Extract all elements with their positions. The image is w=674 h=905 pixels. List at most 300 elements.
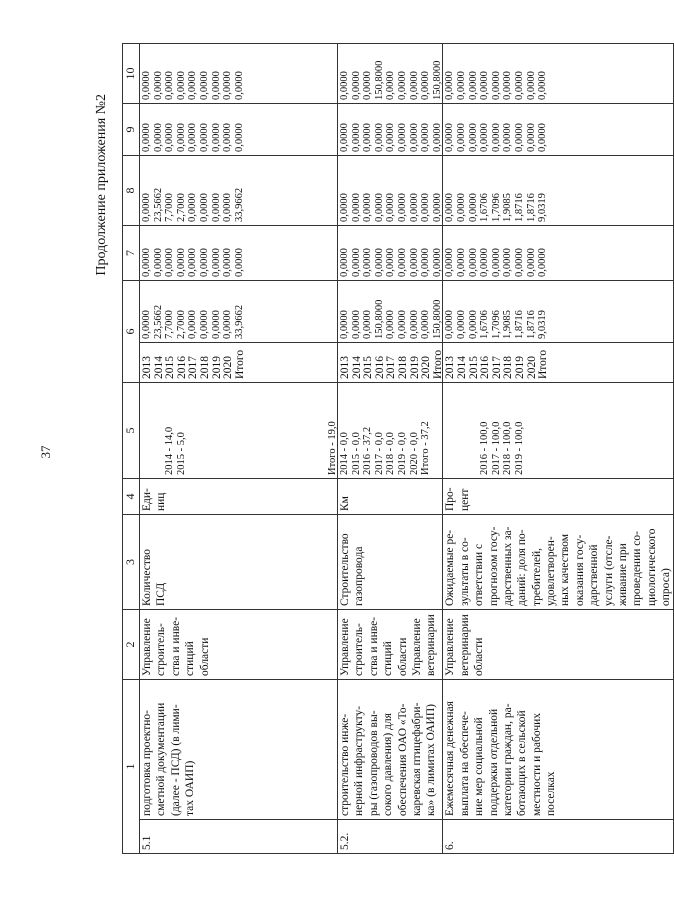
c7-line: 0,0000 — [525, 248, 537, 277]
c9-line: 0,0000 — [164, 123, 176, 152]
c7-line: 0,0000 — [350, 248, 362, 277]
name-line: сокого давления) для — [382, 713, 395, 816]
c8-line: 0,0000 — [456, 193, 468, 222]
c9-line: 0,0000 — [373, 123, 385, 152]
c7-line: 0,0000 — [385, 248, 397, 277]
resp-line: Управление — [141, 618, 153, 676]
plan-line — [152, 386, 164, 475]
c10-line: 150,8000 — [431, 60, 443, 100]
years-line: 2020 — [222, 356, 235, 379]
c8-line: 23,5662 — [152, 187, 164, 222]
plan-line — [314, 386, 326, 475]
c10-line: 150,8000 — [373, 60, 385, 100]
c8-line: 0,0000 — [187, 193, 199, 222]
c10-line: 0,0000 — [444, 71, 456, 100]
c6-line: 0,0000 — [385, 310, 397, 339]
unit-line: ниц — [155, 492, 168, 511]
plan-line: 2015 - 5,0 — [175, 432, 187, 475]
c6-line: 0,0000 — [420, 310, 432, 339]
c7-line: 0,0000 — [141, 248, 152, 277]
c6-line: 150,8000 — [373, 299, 385, 339]
resp-line: строитель- — [155, 623, 168, 676]
c8-line: 0,0000 — [339, 193, 351, 222]
c8-line: 9,0319 — [537, 193, 549, 222]
c8-line: 0,0000 — [431, 193, 443, 222]
c10-line: 0,0000 — [525, 71, 537, 100]
name-line: поддержки отдельной — [487, 708, 500, 816]
c6-line: 0,0000 — [467, 310, 479, 339]
years-line: 2016 — [479, 356, 492, 379]
header-cell: 2 — [123, 610, 140, 680]
resp-line: ства и инве- — [169, 616, 182, 676]
name-line: нерной инфраструкту- — [353, 705, 366, 816]
c7-line: 0,0000 — [164, 248, 176, 277]
resp-line: Управление — [444, 618, 457, 676]
indicator-line: живание при — [616, 543, 629, 606]
c10-line: 0,0000 — [502, 71, 514, 100]
c9-line: 0,0000 — [502, 123, 514, 152]
plan-line: 2016 - 100,0 — [479, 421, 491, 475]
c6-line: 0,0000 — [210, 310, 222, 339]
c10-cell — [443, 44, 674, 104]
c7-line: 0,0000 — [514, 248, 525, 277]
name-line: ка» (в лимитах ОАИП) — [425, 704, 438, 816]
indicator-line: дарственной — [588, 544, 601, 606]
name-line: подготовка проектно- — [141, 710, 153, 816]
c9-line: 0,0000 — [222, 123, 234, 152]
years-line: 2017 — [187, 356, 200, 379]
name-line: поселках — [545, 771, 558, 816]
c8-line: 0,0000 — [408, 193, 420, 222]
years-line: 2020 — [525, 356, 538, 379]
indicator-line: даний: доля по- — [516, 529, 529, 606]
c6-line: 0,0000 — [397, 310, 409, 339]
c9-cell — [338, 104, 443, 156]
c10-line: 0,0000 — [514, 71, 525, 100]
indicator-line: оказания госу- — [573, 534, 586, 606]
c7-line: 0,0000 — [490, 248, 502, 277]
c9-line: 0,0000 — [187, 123, 199, 152]
c8-line: 2,7000 — [175, 193, 187, 222]
years-line: 2019 — [210, 356, 223, 379]
years-cell — [338, 343, 443, 383]
c7-cell — [338, 226, 443, 281]
header-cell: 6 — [123, 281, 140, 383]
c10-line: 0,0000 — [537, 71, 549, 100]
c6-line: 33,9662 — [233, 304, 245, 339]
c9-line: 0,0000 — [444, 123, 456, 152]
name-line: ние мер социальной — [473, 717, 486, 816]
years-line: 2018 — [502, 356, 515, 379]
plan-line — [443, 386, 455, 475]
c9-line: 0,0000 — [350, 123, 362, 152]
c6-line: 0,0000 — [187, 310, 199, 339]
c7-line: 0,0000 — [339, 248, 351, 277]
plan-line: 2019 - 0,0 — [397, 432, 409, 475]
c10-line: 0,0000 — [210, 71, 222, 100]
c10-line: 0,0000 — [362, 71, 374, 100]
unit-line: Еди- — [141, 488, 153, 511]
c10-cell — [338, 44, 443, 104]
resp-line: Управление — [410, 618, 423, 676]
indicator-line: ПСД — [155, 582, 168, 606]
c9-line: 0,0000 — [339, 123, 351, 152]
c7-line: 0,0000 — [152, 248, 164, 277]
plan-cell — [443, 383, 674, 479]
years-line: 2020 — [420, 356, 433, 379]
c6-line: 7,7000 — [164, 310, 176, 339]
c7-line: 0,0000 — [397, 248, 409, 277]
plan-line: 2014 - 0,0 — [339, 432, 351, 475]
c10-line: 0,0000 — [490, 71, 502, 100]
indicator-line: Ожидаемые ре- — [444, 529, 457, 606]
years-line: 2013 — [141, 356, 153, 379]
c6-line: 0,0000 — [408, 310, 420, 339]
indicator-line: зультаты в со- — [458, 537, 471, 606]
unit-line: Про- — [444, 487, 457, 511]
page-number: 37 — [38, 445, 53, 459]
c9-line: 0,0000 — [397, 123, 409, 152]
c8-line: 0,0000 — [385, 193, 397, 222]
c6-line: 0,0000 — [456, 310, 468, 339]
name-line: сметной документации — [155, 702, 168, 816]
years-line: 2017 — [490, 356, 503, 379]
name-cell — [443, 680, 674, 820]
c10-line: 0,0000 — [397, 71, 409, 100]
c7-line: 0,0000 — [362, 248, 374, 277]
plan-line — [291, 386, 303, 475]
resp-line: ветеринарии — [458, 614, 471, 676]
c9-line: 0,0000 — [431, 123, 443, 152]
unit-line: цент — [458, 488, 471, 511]
c9-line: 0,0000 — [420, 123, 432, 152]
c9-line: 0,0000 — [525, 123, 537, 152]
plan-line: 2016 - 37,2 — [362, 426, 374, 475]
c10-line: 0,0000 — [175, 71, 187, 100]
years-line: 2019 — [408, 356, 421, 379]
name-line: выплата на обеспече- — [458, 711, 471, 816]
c9-line: 0,0000 — [233, 123, 245, 152]
c6-line: 0,0000 — [362, 310, 374, 339]
plan-line — [210, 386, 222, 475]
indicator-line: требителей, — [530, 547, 543, 606]
indicator-line: прогнозом госу- — [487, 526, 500, 606]
years-line: Итого — [233, 349, 246, 379]
name-line: тах ОАИП) — [184, 760, 197, 816]
resp-line: ветеринарии — [425, 614, 438, 676]
c7-line: 0,0000 — [233, 248, 245, 277]
c7-line: 0,0000 — [467, 248, 479, 277]
years-line: 2014 — [152, 356, 165, 379]
c9-line: 0,0000 — [467, 123, 479, 152]
header-cell: 7 — [123, 226, 140, 281]
resp-cell — [338, 610, 443, 680]
plan-line — [233, 386, 245, 475]
c9-line: 0,0000 — [385, 123, 397, 152]
c6-line: 2,7000 — [175, 310, 187, 339]
document-page — [30, 34, 673, 870]
unit-line: Км — [339, 496, 352, 511]
c10-line: 0,0000 — [164, 71, 176, 100]
c10-line: 0,0000 — [233, 71, 245, 100]
c10-cell — [140, 44, 338, 104]
c7-line: 0,0000 — [537, 248, 549, 277]
years-cell — [443, 343, 674, 383]
program-table — [122, 43, 674, 854]
indicator-line: ответствии с — [473, 543, 486, 606]
plan-line — [186, 386, 198, 475]
c6-line: 23,5662 — [152, 304, 164, 339]
header-row — [123, 44, 140, 854]
table-row — [140, 44, 338, 854]
plan-line: 2017 - 0,0 — [373, 432, 385, 475]
c8-cell — [443, 156, 674, 226]
plan-cell — [338, 383, 443, 479]
c6-line: 1,7096 — [490, 310, 502, 339]
c8-cell — [338, 156, 443, 226]
c8-line: 0,0000 — [350, 193, 362, 222]
c9-line: 0,0000 — [514, 123, 525, 152]
c10-line: 0,0000 — [467, 71, 479, 100]
years-line: Итого — [537, 349, 550, 379]
indicator-cell — [443, 515, 674, 610]
c8-line: 0,0000 — [373, 193, 385, 222]
indicator-line: циологического — [645, 528, 658, 606]
c10-line: 0,0000 — [350, 71, 362, 100]
c9-line: 0,0000 — [537, 123, 549, 152]
c9-line: 0,0000 — [152, 123, 164, 152]
c6-line: 0,0000 — [339, 310, 351, 339]
c8-line: 0,0000 — [198, 193, 210, 222]
c9-line: 0,0000 — [408, 123, 420, 152]
plan-line: 2015 - 0,0 — [350, 432, 362, 475]
plan-line: 2014 - 14,0 — [164, 426, 176, 475]
c7-line: 0,0000 — [187, 248, 199, 277]
c8-line: 1,6706 — [479, 193, 491, 222]
name-cell — [140, 680, 338, 820]
header-cell: 1 — [123, 680, 140, 854]
c10-line: 0,0000 — [408, 71, 420, 100]
indicator-line: удовлетворен- — [545, 536, 558, 606]
c8-line: 7,7000 — [164, 193, 176, 222]
plan-line: 2018 - 0,0 — [385, 432, 397, 475]
plan-line: Итого - 37,2 — [420, 421, 432, 475]
header-cell: 4 — [123, 479, 140, 515]
c8-line: 0,0000 — [467, 193, 479, 222]
unit-cell — [338, 479, 443, 515]
resp-cell — [443, 610, 674, 680]
plan-line: 2019 - 100,0 — [514, 421, 525, 475]
c7-line: 0,0000 — [456, 248, 468, 277]
years-line: 2017 — [385, 356, 398, 379]
plan-line — [221, 386, 233, 475]
c7-line: 0,0000 — [479, 248, 491, 277]
c6-cell — [443, 281, 674, 343]
c7-line: 0,0000 — [373, 248, 385, 277]
header-cell: 8 — [123, 156, 140, 226]
table-row — [338, 44, 443, 854]
c10-line: 0,0000 — [385, 71, 397, 100]
c6-line: 0,0000 — [198, 310, 210, 339]
resp-line: ства и инве- — [367, 616, 380, 676]
name-line: категории граждан, ра- — [501, 703, 514, 816]
name-cell — [338, 680, 443, 820]
c9-line: 0,0000 — [479, 123, 491, 152]
indicator-line: газопровода — [353, 546, 366, 606]
c6-line: 0,0000 — [444, 310, 456, 339]
resp-line: стиций — [184, 641, 197, 676]
c9-line: 0,0000 — [456, 123, 468, 152]
row-number: 5.2. — [338, 820, 443, 854]
years-line: Итого — [431, 349, 444, 379]
indicator-line: ных качеством — [559, 533, 572, 606]
header-cell: 9 — [123, 104, 140, 156]
c9-cell — [443, 104, 674, 156]
c7-line: 0,0000 — [198, 248, 210, 277]
plan-line — [302, 386, 314, 475]
years-line: 2015 — [164, 356, 177, 379]
c7-line: 0,0000 — [431, 248, 443, 277]
c10-line: 0,0000 — [479, 71, 491, 100]
header-cell: 3 — [123, 515, 140, 610]
c6-line: 1,6706 — [479, 310, 491, 339]
plan-line — [279, 386, 291, 475]
c7-line: 0,0000 — [210, 248, 222, 277]
years-line: 2014 — [350, 356, 363, 379]
years-line: 2015 — [467, 356, 480, 379]
c9-line: 0,0000 — [175, 123, 187, 152]
header-cell: 10 — [123, 44, 140, 104]
name-line: обеспечения ОАО «То- — [396, 703, 409, 816]
c8-line: 1,8716 — [514, 193, 525, 222]
c9-line: 0,0000 — [198, 123, 210, 152]
c6-line: 1,9085 — [502, 310, 514, 339]
name-line: ботающих в сельской — [516, 710, 529, 816]
c7-cell — [443, 226, 674, 281]
c7-line: 0,0000 — [502, 248, 514, 277]
c6-cell — [338, 281, 443, 343]
years-line: 2015 — [362, 356, 375, 379]
plan-line — [198, 386, 210, 475]
c6-line: 150,8000 — [431, 299, 443, 339]
plan-line — [467, 386, 479, 475]
c7-line: 0,0000 — [444, 248, 456, 277]
years-cell — [140, 343, 338, 383]
c10-line: 0,0000 — [141, 71, 152, 100]
unit-cell — [443, 479, 674, 515]
c8-line: 1,8716 — [525, 193, 537, 222]
c6-line: 0,0000 — [141, 310, 152, 339]
plan-line — [268, 386, 280, 475]
c8-line: 0,0000 — [397, 193, 409, 222]
years-line: 2016 — [373, 356, 386, 379]
plan-cell — [140, 383, 338, 479]
c10-line: 0,0000 — [152, 71, 164, 100]
row-number: 6. — [443, 820, 674, 854]
plan-line — [256, 386, 268, 475]
years-line: 2013 — [339, 356, 352, 379]
c9-line: 0,0000 — [490, 123, 502, 152]
resp-line: Управление — [339, 618, 352, 676]
c6-line: 9,0319 — [537, 310, 549, 339]
indicator-line: Количество — [141, 549, 153, 606]
resp-line: области — [198, 637, 211, 676]
resp-line: строитель- — [353, 623, 366, 676]
plan-line — [140, 386, 152, 475]
c8-line: 1,7096 — [490, 193, 502, 222]
resp-line: области — [473, 637, 486, 676]
years-line: 2018 — [397, 356, 410, 379]
c10-line: 0,0000 — [198, 71, 210, 100]
c8-line: 0,0000 — [222, 193, 234, 222]
header-cell: 5 — [123, 383, 140, 479]
c6-line: 0,0000 — [350, 310, 362, 339]
row-number: 5.1 — [140, 820, 338, 854]
resp-line: стиций — [382, 641, 395, 676]
indicator-line: дарственных за- — [501, 526, 514, 606]
indicator-cell — [140, 515, 338, 610]
c6-line: 0,0000 — [222, 310, 234, 339]
c8-cell — [140, 156, 338, 226]
resp-line: области — [396, 637, 409, 676]
plan-line: 2020 - 0,0 — [408, 432, 420, 475]
unit-cell — [140, 479, 338, 515]
name-line: ры (газопроводов вы- — [367, 710, 380, 816]
years-line: 2016 — [175, 356, 188, 379]
name-line: Ежемесячная денежная — [444, 701, 457, 816]
c6-line: 1,8716 — [514, 310, 525, 339]
resp-cell — [140, 610, 338, 680]
name-line: строительство инже- — [339, 713, 352, 816]
c10-line: 0,0000 — [187, 71, 199, 100]
c6-cell — [140, 281, 338, 343]
c10-line: 0,0000 — [339, 71, 351, 100]
plan-line: 2017 - 100,0 — [490, 421, 502, 475]
c10-line: 0,0000 — [456, 71, 468, 100]
c7-line: 0,0000 — [222, 248, 234, 277]
name-line: каревская птицефабри- — [410, 702, 423, 816]
name-line: (далее - ПСД) (в лими- — [169, 704, 182, 816]
c6-line: 1,8716 — [525, 310, 537, 339]
table-row — [443, 44, 674, 854]
appendix-label: Продолжение приложения №2 — [94, 94, 109, 276]
c8-line: 33,9662 — [233, 187, 245, 222]
c8-line: 0,0000 — [210, 193, 222, 222]
years-line: 2014 — [456, 356, 469, 379]
plan-line: Итого - 19,0 — [326, 421, 338, 475]
plan-line: 2018 - 100,0 — [502, 421, 514, 475]
c9-line: 0,0000 — [210, 123, 222, 152]
c9-line: 0,0000 — [141, 123, 152, 152]
plan-line — [455, 386, 467, 475]
years-line: 2018 — [198, 356, 211, 379]
c8-line: 0,0000 — [420, 193, 432, 222]
indicator-line: Строительство — [339, 533, 352, 606]
c7-line: 0,0000 — [175, 248, 187, 277]
c10-line: 0,0000 — [222, 71, 234, 100]
c8-line: 0,0000 — [141, 193, 152, 222]
name-line: местности и рабочих — [530, 712, 543, 816]
c7-line: 0,0000 — [408, 248, 420, 277]
c7-line: 0,0000 — [420, 248, 432, 277]
years-line: 2013 — [444, 356, 457, 379]
c8-line: 0,0000 — [362, 193, 374, 222]
c10-line: 0,0000 — [420, 71, 432, 100]
indicator-line: проведении со- — [631, 531, 644, 606]
indicator-line: опроса) — [660, 568, 673, 606]
years-line: 2019 — [514, 356, 526, 379]
c8-line: 0,0000 — [444, 193, 456, 222]
